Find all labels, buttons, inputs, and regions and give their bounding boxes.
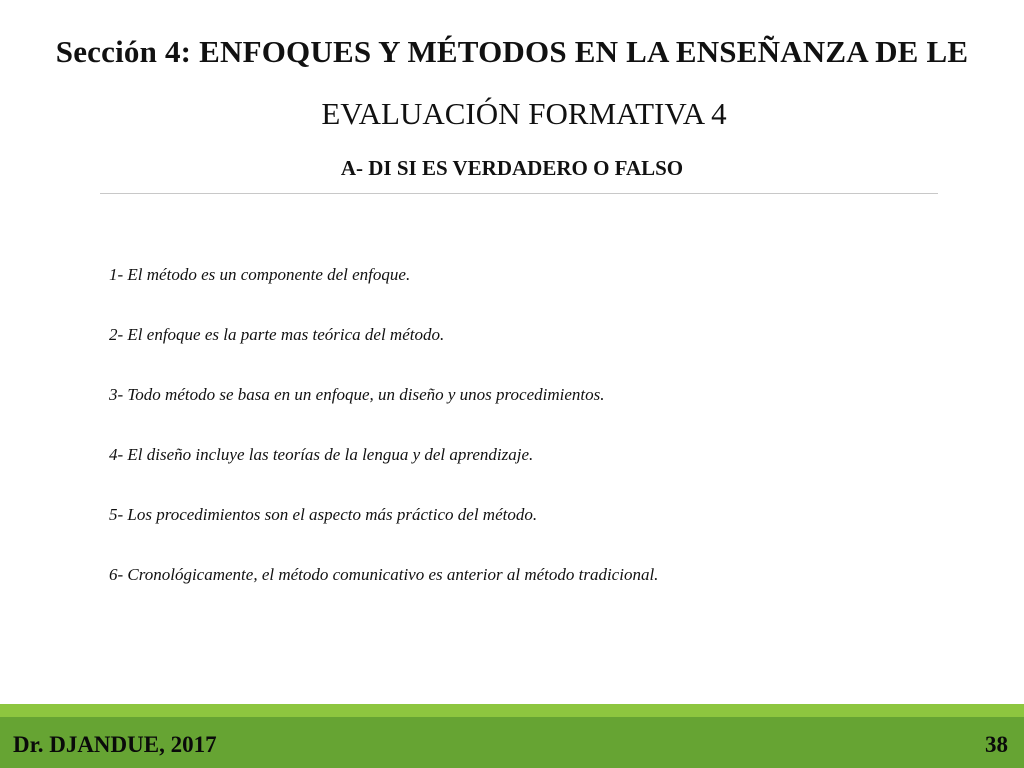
footer-stripe — [0, 704, 1024, 717]
question-item: 4- El diseño incluye las teorías de la lengua y del aprendizaje. — [109, 445, 534, 464]
question-item: 6- Cronológicamente, el método comunicativo es anterior al método tradicional. — [109, 565, 659, 584]
question-item: 3- Todo método se basa en un enfoque, un diseño y unos procedimientos. — [109, 385, 605, 404]
section-title: Sección 4: ENFOQUES Y MÉTODOS EN LA ENSEÑANZA DE LE — [55, 34, 969, 69]
divider — [100, 193, 938, 194]
question-item: 1- El método es un componente del enfoque. — [109, 265, 411, 284]
page-number: 38 — [985, 732, 1008, 757]
question-list — [109, 264, 658, 624]
footer-author: Dr. DJANDUE, 2017 — [13, 732, 217, 757]
question-item: 2- El enfoque es la parte mas teórica del método. — [109, 325, 445, 344]
page-title: EVALUACIÓN FORMATIVA 4 — [321, 96, 727, 131]
instruction-heading: A- DI SI ES VERDADERO O FALSO — [340, 156, 684, 180]
question-item: 5- Los procedimientos son el aspecto más práctico del método. — [109, 505, 538, 524]
